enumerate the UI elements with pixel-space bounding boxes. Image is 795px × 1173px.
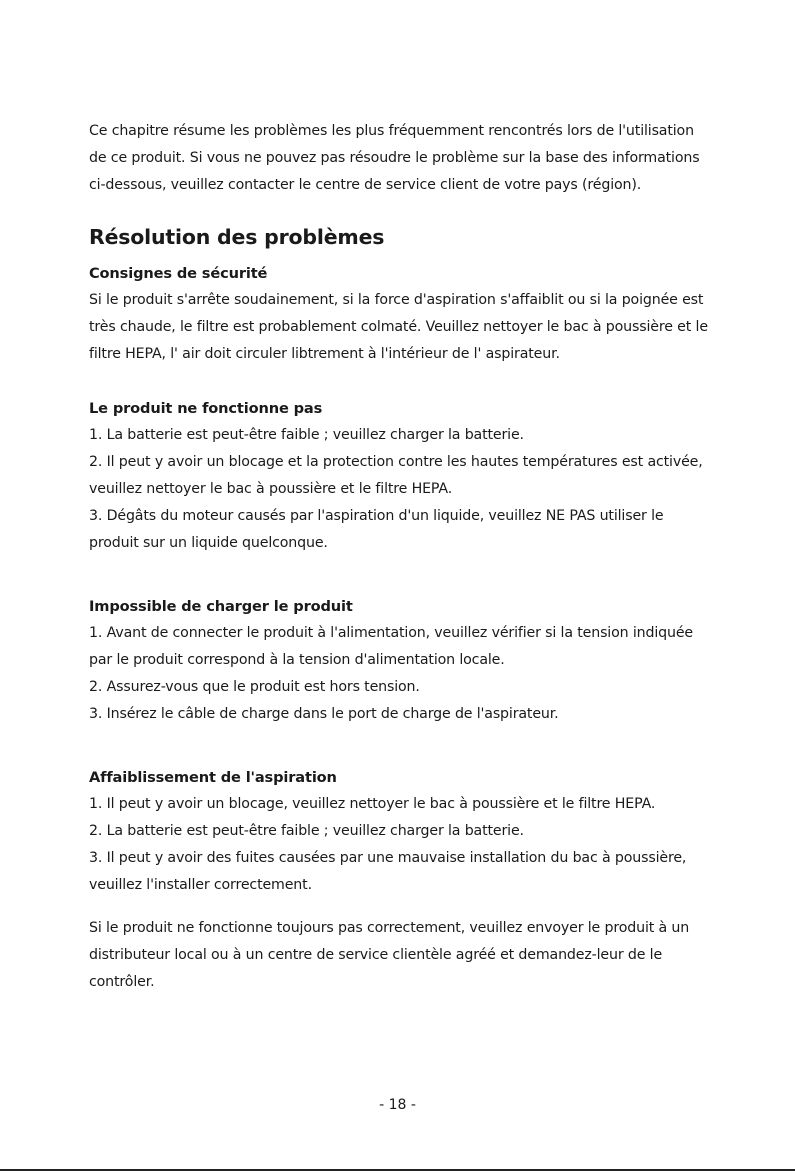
section-line: 3. Insérez le câble de charge dans le port de charge de l'aspirateur. (89, 706, 559, 722)
section-heading: Le produit ne fonctionne pas (89, 400, 323, 417)
section-line: 2. La batterie est peut-être faible ; veuillez charger la batterie. (89, 823, 524, 839)
section-line: 2. Assurez-vous que le produit est hors tension. (89, 679, 420, 695)
section-heading: Consignes de sécurité (89, 265, 268, 282)
section-line: 1. Il peut y avoir un blocage, veuillez nettoyer le bac à poussière et le filtre HEPA. (89, 796, 656, 812)
section-line: 1. Avant de connecter le produit à l'alimentation, veuillez vérifier si la tension indiquée par le produit correspond à la tension d'alimentation locale. (89, 625, 693, 668)
section-line: 3. Il peut y avoir des fuites causées par une mauvaise installation du bac à poussière, veuillez l'installer correctement. (89, 850, 687, 893)
section-weak-suction (89, 764, 709, 899)
section-line: 3. Dégâts du moteur causés par l'aspiration d'un liquide, veuillez NE PAS utiliser le produit sur un liquide quelconque. (89, 508, 664, 551)
page-number: - 18 - (379, 1097, 416, 1113)
section-line: Si le produit s'arrête soudainement, si la force d'aspiration s'affaiblit ou si la poignée est très chaude, le filtre est probablement colmaté. Veuillez nettoyer le bac à poussière et le filtre HEPA, l' air doit circuler libtrement à l'intérieur de l' aspirateur. (89, 292, 708, 362)
document-page (89, 118, 709, 996)
intro-paragraph: Ce chapitre résume les problèmes les plus fréquemment rencontrés lors de l'utilisation de ce produit. Si vous ne pouvez pas résoudre le problème sur la base des informations ci-dessous, veuillez contacter le centre de service client de votre pays (région). (89, 123, 700, 193)
page-bottom-rule (0, 1169, 795, 1171)
section-cannot-charge (89, 593, 709, 728)
section-heading: Affaiblissement de l'aspiration (89, 769, 337, 786)
page-title: Résolution des problèmes (89, 225, 385, 249)
closing-paragraph: Si le produit ne fonctionne toujours pas correctement, veuillez envoyer le produit à un distributeur local ou à un centre de service clientèle agréé et demandez-leur de le contrôler. (89, 920, 690, 990)
section-heading: Impossible de charger le produit (89, 598, 353, 615)
section-not-working (89, 395, 709, 557)
section-line: 1. La batterie est peut-être faible ; veuillez charger la batterie. (89, 427, 524, 443)
section-line: 2. Il peut y avoir un blocage et la protection contre les hautes températures est activée, veuillez nettoyer le bac à poussière et le filtre HEPA. (89, 454, 703, 497)
section-safety (89, 260, 709, 368)
